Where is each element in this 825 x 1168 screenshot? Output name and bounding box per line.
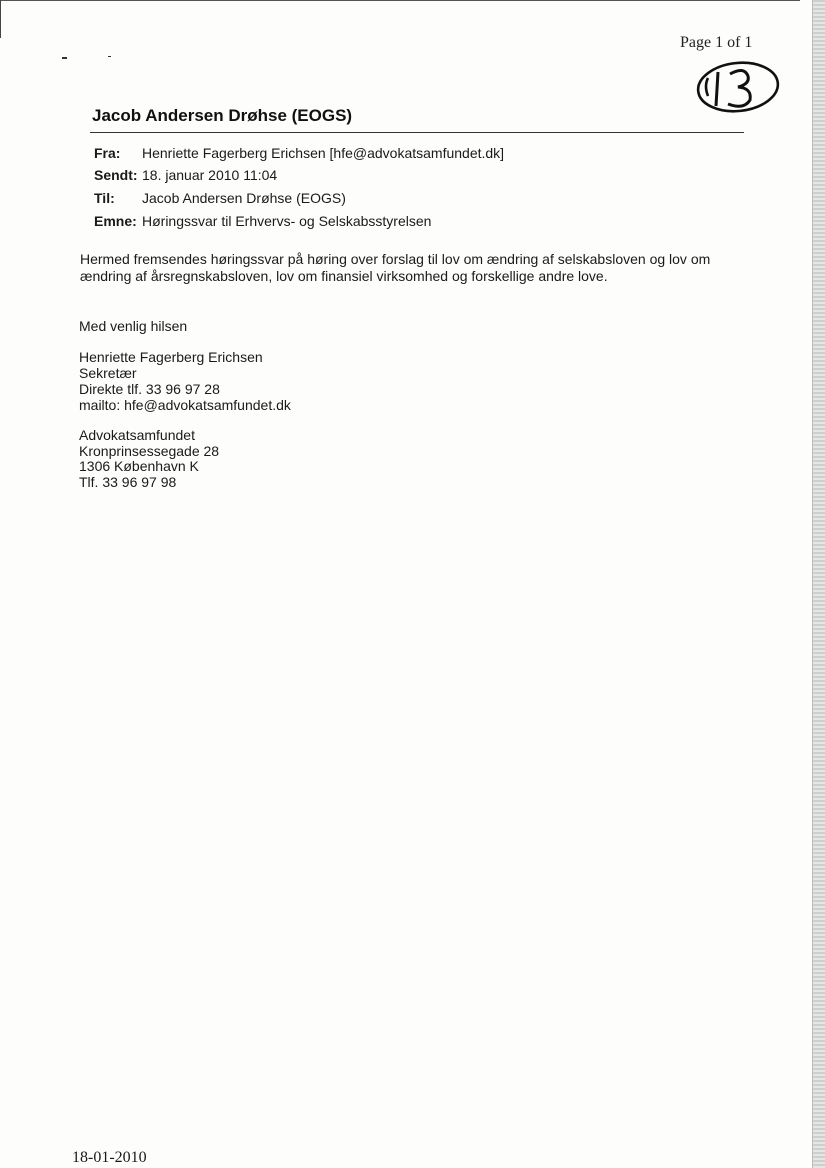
sent-label: Sendt: (94, 167, 138, 183)
body-line: Hermed fremsendes høringssvar på høring over forslag til lov om ændring af selskabsloven og lov om (80, 251, 711, 267)
org-city: 1306 København K (79, 458, 199, 474)
signature-email-link[interactable]: mailto: hfe@advokatsamfundet.dk (79, 397, 291, 413)
body-line: ændring af årsregnskabsloven, lov om finansiel virksomhed og forskellige andre love. (80, 268, 608, 284)
subject-label: Emne: (94, 213, 137, 229)
handwritten-page-stamp (692, 56, 784, 120)
page-number: Page 1 of 1 (680, 34, 753, 51)
to-value: Jacob Andersen Drøhse (EOGS) (142, 190, 346, 206)
footer-date: 18-01-2010 (72, 1149, 147, 1166)
sent-value: 18. januar 2010 11:04 (142, 167, 278, 183)
signature-phone: Direkte tlf. 33 96 97 28 (79, 381, 220, 397)
org-phone: Tlf. 33 96 97 98 (79, 474, 177, 490)
subject-value: Høringssvar til Erhvervs- og Selskabsstyrelsen (142, 213, 432, 229)
scan-edge-top (0, 0, 800, 6)
from-value: Henriette Fagerberg Erichsen [hfe@advokatsamfundet.dk] (142, 145, 505, 161)
header-sent-row (94, 167, 277, 183)
scan-edge-right (812, 0, 825, 1168)
signature-role: Sekretær (79, 365, 137, 381)
from-label: Fra: (94, 145, 121, 161)
title-divider (90, 132, 744, 133)
to-label: Til: (94, 190, 115, 206)
scan-speck (62, 57, 67, 59)
message-body (80, 251, 730, 285)
scan-speck (108, 56, 111, 57)
signature-name: Henriette Fagerberg Erichsen (79, 349, 263, 365)
header-to-row (94, 190, 346, 206)
header-from-row (94, 145, 504, 161)
header-subject-row (94, 213, 431, 229)
page-title: Jacob Andersen Drøhse (EOGS) (92, 106, 353, 125)
scan-edge-left (0, 0, 1, 38)
greeting: Med venlig hilsen (79, 318, 188, 334)
org-name: Advokatsamfundet (79, 427, 195, 443)
org-street: Kronprinsessegade 28 (79, 443, 220, 459)
